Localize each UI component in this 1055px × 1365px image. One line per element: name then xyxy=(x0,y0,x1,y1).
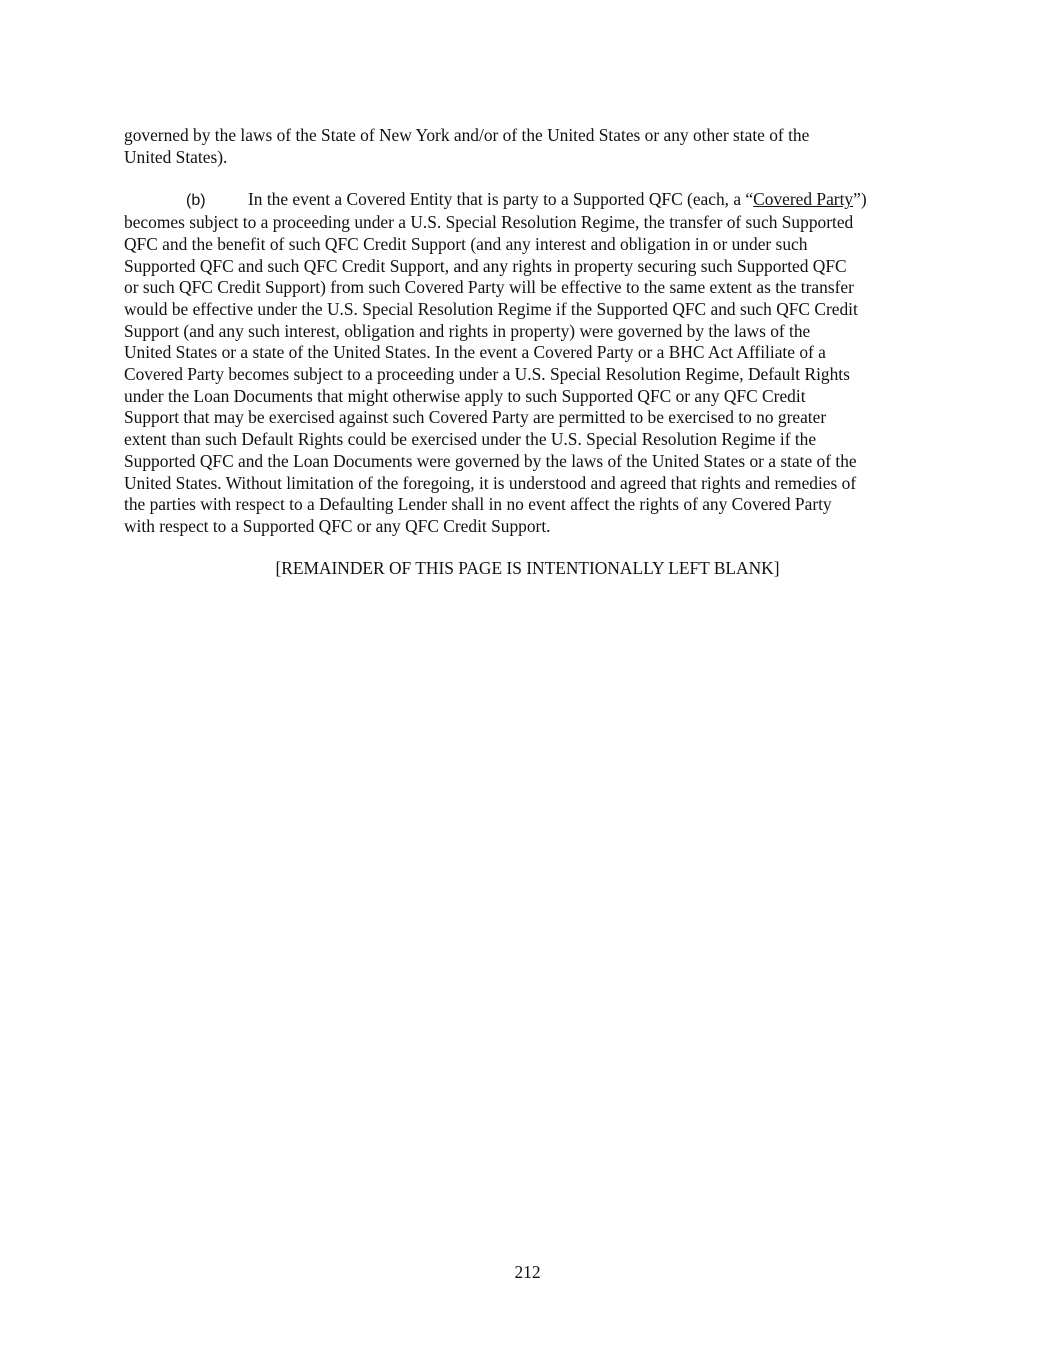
first-line-text: In the event a Covered Entity that is party to a Supported QFC (each, a “ xyxy=(248,189,754,210)
paragraph-line: Supported QFC and such QFC Credit Support, and any rights in property securing such Supported QFC xyxy=(124,255,847,276)
paragraph-continuation xyxy=(124,125,934,168)
paragraph-line: the parties with respect to a Defaulting Lender shall in no event affect the rights of any Covered Party xyxy=(124,494,832,515)
paragraph-line: United States or a state of the United States. In the event a Covered Party or a BHC Act Affiliate of a xyxy=(124,342,826,363)
paragraph-line: QFC and the benefit of such QFC Credit Support (and any interest and obligation in or under such xyxy=(124,233,808,254)
paragraph-line: Support that may be exercised against such Covered Party are permitted to be exercised to no greater xyxy=(124,407,827,428)
defined-term: Covered Party xyxy=(753,189,854,210)
paragraph-line: Covered Party becomes subject to a proceeding under a U.S. Special Resolution Regime, Default Rights xyxy=(124,364,850,385)
remainder-notice: [REMAINDER OF THIS PAGE IS INTENTIONALLY LEFT BLANK] xyxy=(275,558,780,578)
paragraph-first-line xyxy=(124,189,934,212)
paragraph-line: extent than such Default Rights could be exercised under the U.S. Special Resolution Regime if the xyxy=(124,429,817,450)
section-label: (b) xyxy=(186,192,206,210)
paragraph-b xyxy=(124,189,934,537)
paragraph-line: United States. Without limitation of the foregoing, it is understood and agreed that rights and remedies of xyxy=(124,472,857,493)
paragraph-line: Supported QFC and the Loan Documents were governed by the laws of the United States or a state of the xyxy=(124,450,857,471)
paragraph-line: becomes subject to a proceeding under a U.S. Special Resolution Regime, the transfer of such Supported xyxy=(124,212,854,233)
paragraph-line: United States). xyxy=(124,146,228,167)
paragraph-line: would be effective under the U.S. Special Resolution Regime if the Supported QFC and such QFC Credit xyxy=(124,298,858,319)
document-body xyxy=(124,125,934,538)
paragraph-line: Support (and any such interest, obligation and rights in property) were governed by the laws of the xyxy=(124,320,811,341)
paragraph-line: or such QFC Credit Support) from such Covered Party will be effective to the same extent as the transfer xyxy=(124,277,854,298)
paragraph-line: governed by the laws of the State of New York and/or of the United States or any other state of the xyxy=(124,125,810,145)
page-number: 212 xyxy=(514,1262,541,1282)
first-line-close: ”) xyxy=(853,189,867,210)
paragraph-line: under the Loan Documents that might otherwise apply to such Supported QFC or any QFC Credit xyxy=(124,385,806,406)
paragraph-line: with respect to a Supported QFC or any QFC Credit Support. xyxy=(124,515,551,536)
